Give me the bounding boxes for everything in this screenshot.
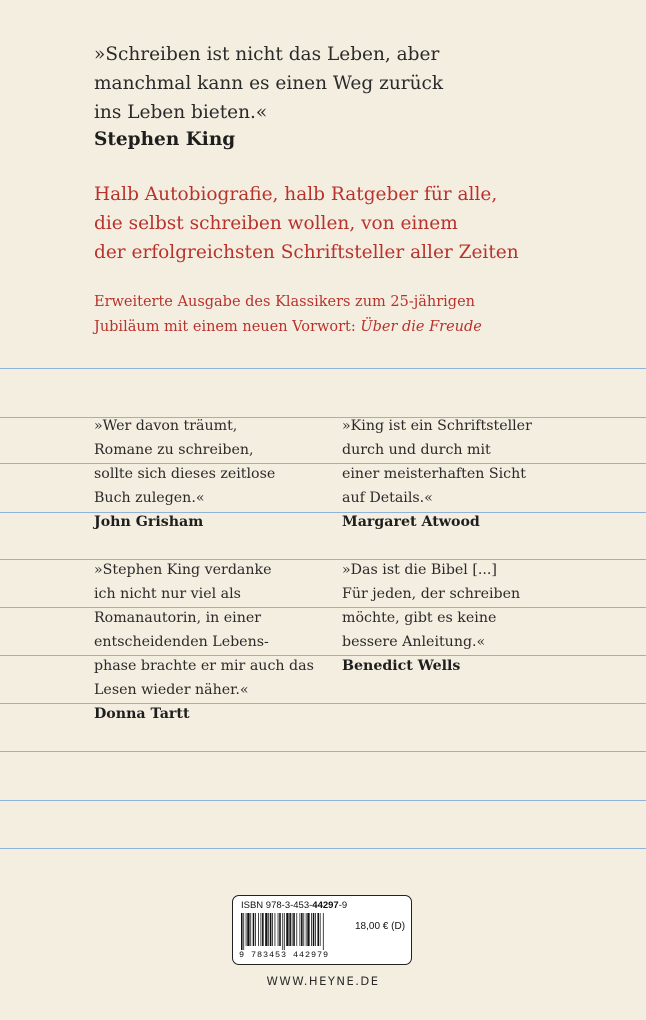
barcode-bar (306, 913, 307, 946)
barcode-bar (262, 913, 264, 946)
barcode-bar (301, 913, 303, 946)
blurb-quote: »Wer davon träumt, Romane zu schreiben, sollte sich dieses zeitlose Buch zulegen.« (94, 418, 276, 506)
barcode-bar (293, 913, 295, 946)
barcode-bar (296, 913, 297, 946)
tagline: Halb Autobiografie, halb Ratgeber für alle, die selbst schreiben wollen, von einem der erfolgreichsten Schriftsteller aller Zeiten (94, 184, 519, 263)
ruled-line (0, 800, 646, 801)
barcode-bar (250, 913, 251, 946)
barcode-bar (313, 913, 315, 946)
barcode-bar (246, 913, 247, 946)
barcode-bar (268, 913, 269, 946)
edition-line-1: Erweiterte Ausgabe des Klassikers zum 25-jährigen (94, 294, 475, 310)
barcode-bar (261, 913, 262, 946)
isbn-bold-part: 44297 (312, 900, 339, 911)
barcode-bar (286, 913, 288, 946)
ruled-line (0, 848, 646, 849)
blurb-quote: »King ist ein Schriftsteller durch und durch mit einer meisterhaften Sicht auf Details.« (342, 418, 532, 506)
barcode-bar (315, 913, 316, 946)
barcode-bar (247, 913, 249, 946)
isbn-label (241, 900, 347, 911)
barcode-digits: 9 783453 442979 (239, 950, 330, 960)
blurb-grisham (94, 414, 334, 534)
publisher-url: WWW.HEYNE.DE (266, 974, 380, 988)
barcode-bar (289, 913, 291, 946)
blurb-author: Margaret Atwood (342, 514, 480, 530)
ruled-line (0, 751, 646, 752)
barcode-bar (241, 913, 243, 950)
barcode-bar (243, 913, 244, 950)
barcode-bar (307, 913, 309, 946)
ruled-line (0, 368, 646, 369)
isbn-suffix: -9 (338, 900, 348, 911)
foreword-title: Über die Freude (360, 319, 482, 335)
barcode-bar (255, 913, 256, 946)
barcode-bar (303, 913, 304, 946)
edition-note (94, 290, 634, 340)
blurb-wells (342, 558, 612, 678)
barcode-bar (272, 913, 273, 946)
barcode-bar (279, 913, 281, 946)
barcode-bar (320, 913, 321, 946)
blurb-author: Donna Tartt (94, 706, 190, 722)
price-label: 18,00 € (D) (355, 921, 406, 932)
barcode-bar (311, 913, 312, 946)
blurb-quote: »Stephen King verdanke ich nicht nur viel als Romanautorin, in einer entscheidenden Lebens- phase brachte er mir auch das Lesen wieder näher.« (94, 562, 314, 698)
barcode-bar (282, 913, 283, 950)
blurb-author: John Grisham (94, 514, 204, 530)
top-quote: »Schreiben ist nicht das Leben, aber manchmal kann es einen Weg zurück ins Leben bieten.« (94, 44, 444, 123)
barcode-bar (270, 913, 272, 946)
edition-line-2-prefix: Jubiläum mit einem neuen Vorwort: (94, 319, 361, 335)
blurb-author: Benedict Wells (342, 658, 461, 674)
blurb-quote: »Das ist die Bibel [...] Für jeden, der schreiben möchte, gibt es keine bessere Anleitung.« (342, 562, 521, 650)
blurb-tartt (94, 558, 334, 726)
barcode-bar (323, 913, 324, 950)
barcode-bar (292, 913, 293, 946)
barcode-bar (258, 913, 259, 946)
barcode-bar (284, 913, 285, 950)
isbn-barcode-box (232, 895, 412, 965)
isbn-prefix: ISBN 978-3-453- (241, 900, 313, 911)
barcode-icon (241, 913, 349, 950)
edition-line-2 (94, 315, 634, 340)
barcode-bar (300, 913, 301, 946)
barcode-bar (253, 913, 255, 946)
barcode-bar (317, 913, 319, 946)
barcode-bar (278, 913, 279, 946)
top-quote-author: Stephen King (94, 129, 236, 150)
barcode-bar (275, 913, 276, 946)
blurb-atwood (342, 414, 612, 534)
barcode-bar (265, 913, 267, 946)
